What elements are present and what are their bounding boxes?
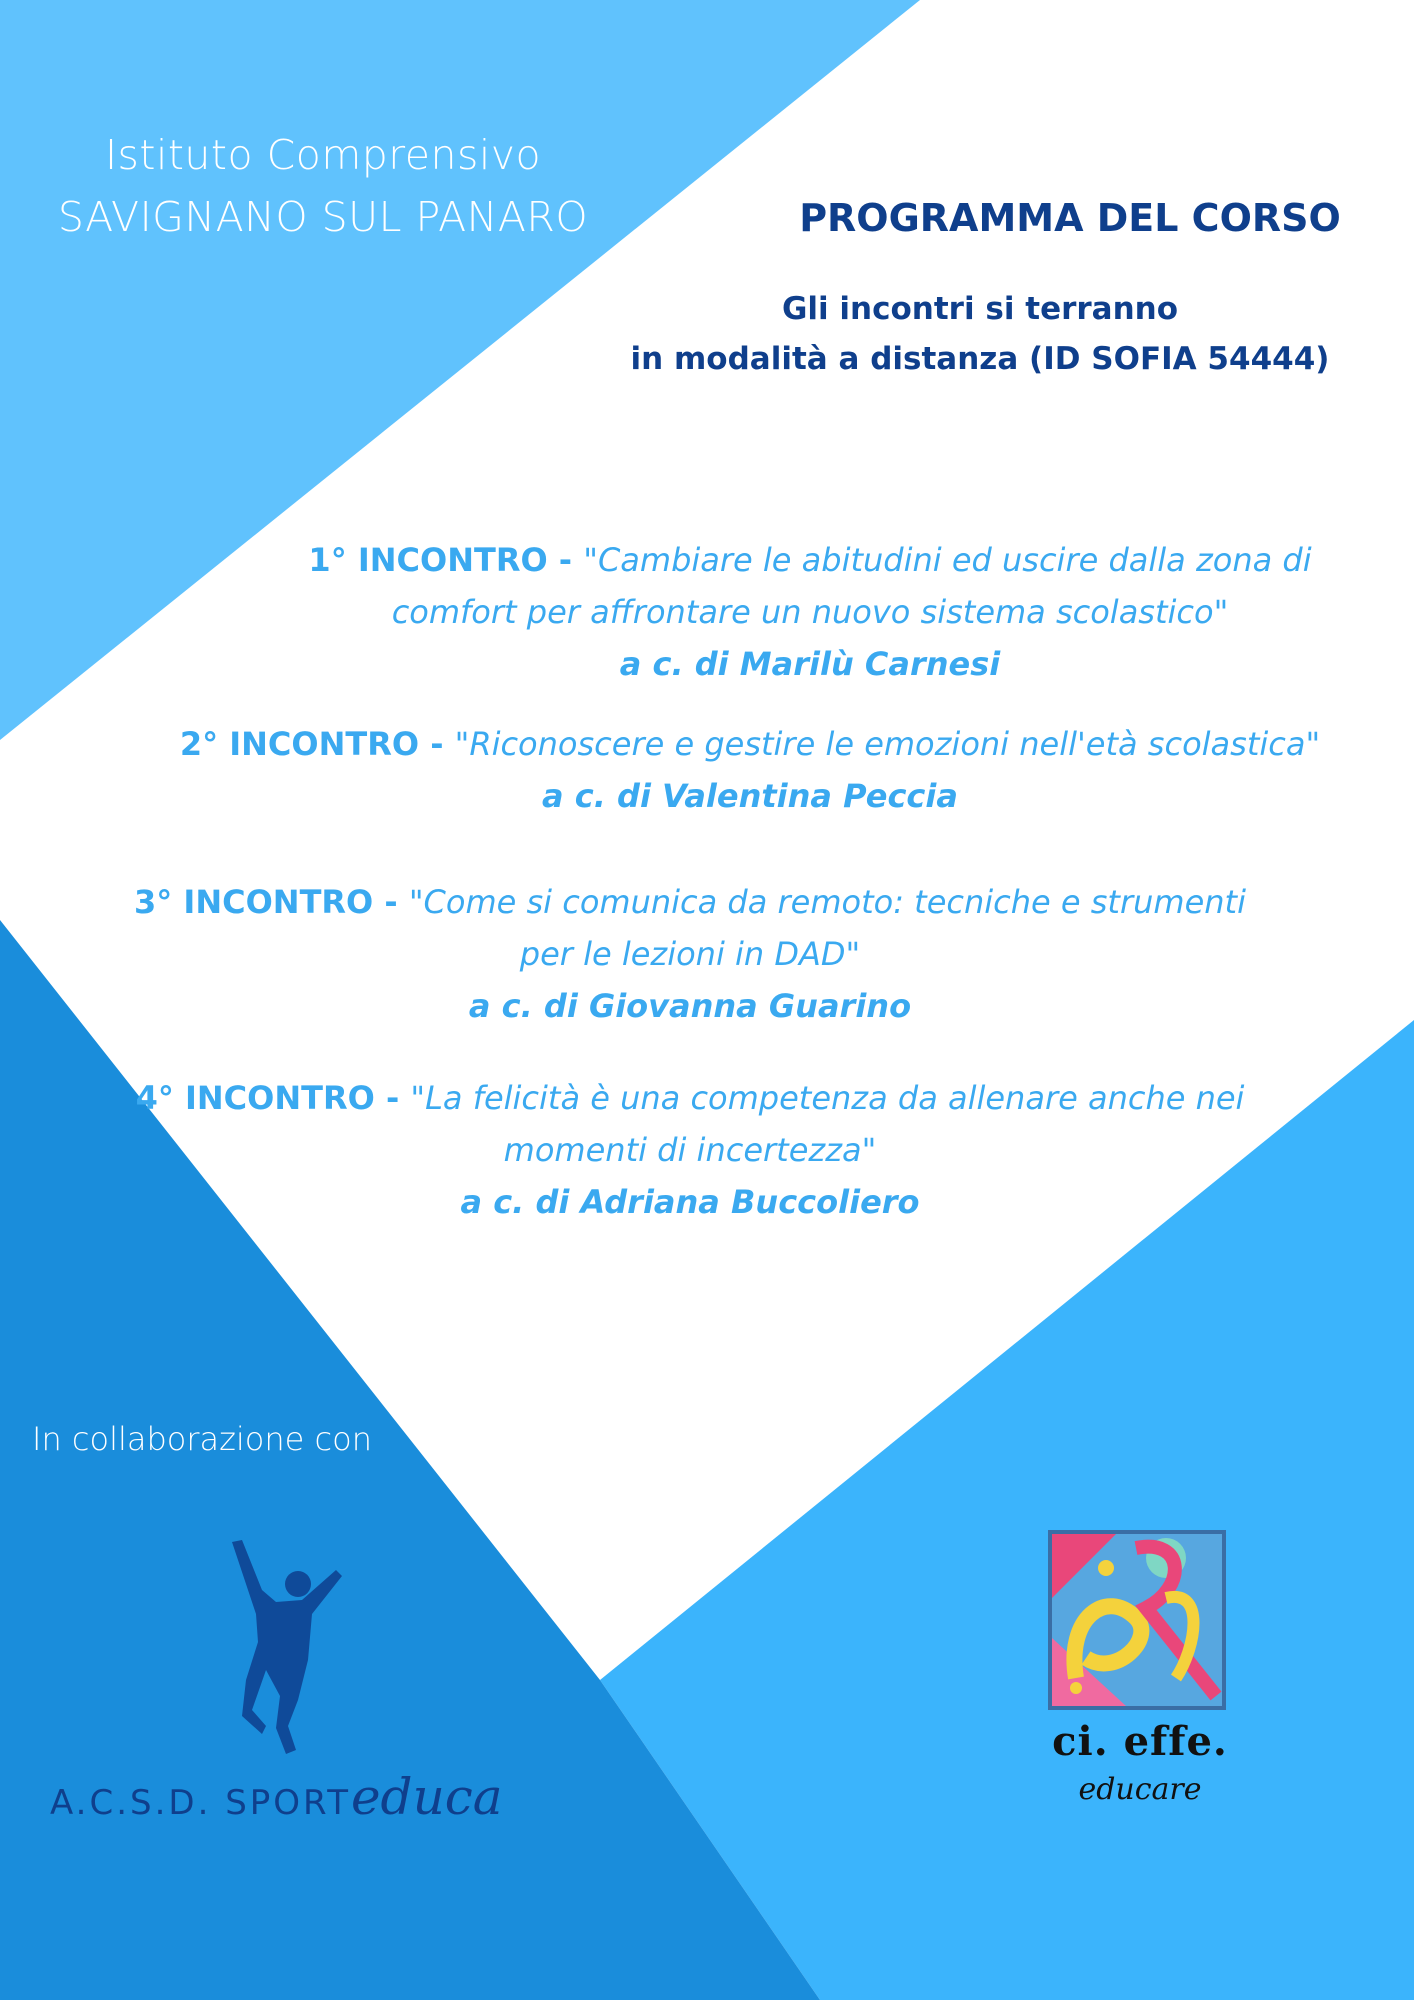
cieffe-logo-subtext: educare: [1078, 1772, 1202, 1807]
meeting-3-author: a c. di Giovanna Guarino: [468, 987, 912, 1025]
sport-logo-main: A.C.S.D. SPORT: [50, 1783, 351, 1823]
meeting-1-author: a c. di Marilù Carnesi: [619, 645, 1001, 683]
meeting-4-quote-line-1: "La felicità è una competenza da allenare anche nei: [410, 1079, 1245, 1117]
sport-logo-educa: educa: [350, 1768, 503, 1826]
meeting-2-quote-line-1: "Riconoscere e gestire le emozioni nell'età scolastica": [454, 725, 1321, 763]
program-subtitle: [600, 284, 1360, 384]
meeting-4: [60, 1072, 1320, 1228]
collaboration-text: In collaborazione con: [32, 1420, 372, 1458]
meeting-3-quote-line-1: "Come si comunica da remoto: tecniche e strumenti: [408, 883, 1246, 921]
meeting-2-author: a c. di Valentina Peccia: [542, 777, 958, 815]
meeting-4-label: 4° INCONTRO -: [135, 1079, 411, 1117]
meeting-3: [60, 876, 1320, 1032]
subtitle-line-1: Gli incontri si terranno: [781, 291, 1179, 327]
institute-line-1: Istituto Comprensivo: [104, 131, 542, 179]
meeting-3-label: 3° INCONTRO -: [134, 883, 409, 921]
meeting-2: [120, 718, 1380, 822]
sport-logo-text: [50, 1768, 503, 1826]
meeting-2-label: 2° INCONTRO -: [179, 725, 455, 763]
meeting-1-label: 1° INCONTRO -: [308, 541, 584, 579]
runner-icon: [40, 1530, 360, 1770]
institute-line-2: SAVIGNANO SUL PANARO: [57, 193, 589, 241]
meeting-4-quote-line-2: momenti di incertezza": [503, 1131, 877, 1169]
meeting-1: [180, 534, 1414, 690]
cieffe-logo-text: ci. effe.: [1052, 1718, 1228, 1765]
meeting-3-quote-line-2: per le lezioni in DAD": [519, 935, 861, 973]
ampersand-logo-icon: [1046, 1528, 1228, 1712]
meeting-1-quote-line-2: comfort per affrontare un nuovo sistema scolastico": [391, 593, 1229, 631]
subtitle-line-2: in modalità a distanza (ID SOFIA 54444): [630, 341, 1330, 377]
meeting-1-quote-line-1: "Cambiare le abitudini ed uscire dalla zona di: [583, 541, 1312, 579]
meeting-4-author: a c. di Adriana Buccoliero: [460, 1183, 920, 1221]
program-title: PROGRAMMA DEL CORSO: [799, 196, 1341, 240]
